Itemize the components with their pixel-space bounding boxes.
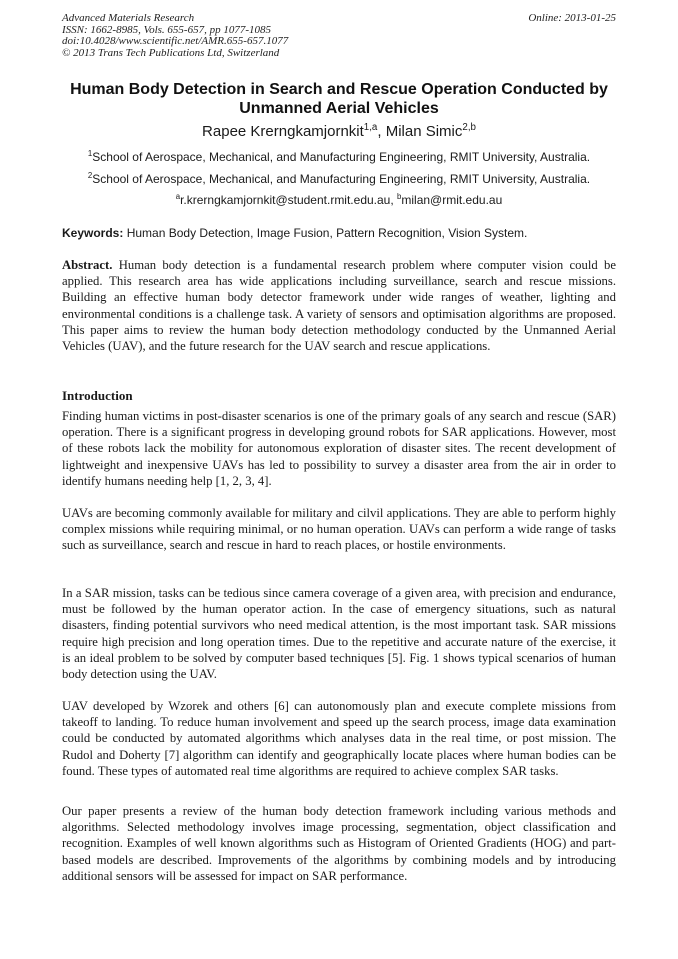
doi-line: doi:10.4028/www.scientific.net/AMR.655-657.1077 <box>62 35 289 47</box>
journal-header <box>62 13 616 59</box>
author-superscript: 1,a <box>363 122 378 133</box>
email-a: r.krerngkamjornkit@student.rmit.edu.au, <box>180 193 398 207</box>
body-paragraph: Our paper presents a review of the human body detection framework including various methods and algorithms. Selected methodology involves image processing, segmentation, object classification and recognition. Examples of well known algorithms such as Histogram of Oriented Gradients (HOG) and part-based models are described. Improvements of the algorithms by combining models and by introducing additional sensors will be assessed for impact on SAR performance. <box>62 804 616 883</box>
author-list <box>62 122 616 141</box>
abstract-text: Human body detection is a fundamental research problem where computer vision could be applied. This research area has wide applications including surveillance, search and rescue missions. Building an effective human body detector framework under wide ranges of weather, lighting and environmental conditions is a challenge task. A variety of sensors and optimisation algorithms are proposed. This paper aims to review the human body detection methodology conducted by the Unmanned Aerial Vehicles (UAV), and the future research for the UAV search and rescue applications. <box>62 258 616 354</box>
author-emails <box>62 193 616 208</box>
body-paragraph: In a SAR mission, tasks can be tedious since camera coverage of a given area, with precision and endurance, must be followed by the human operator action. In the case of emergency situations, such as natural disasters, finding potential survivors who need medical attention, is the most important task. SAR missions require high precision and long operation times. Due to the repetitive and accurate nature of the exercise, it is an ideal problem to be solved by computer based techniques [5]. Fig. 1 shows typical scenarios of human body detection using the UAV. <box>62 586 616 682</box>
body-paragraph: UAVs are becoming commonly available for military and cilvil applications. They are able to perform highly complex missions while requiring minimal, or no human operation. UAVs can perform a wide range of tasks such as surveillance, search and rescue in hard to reach places, or hostile environments. <box>62 506 616 553</box>
affiliation-1 <box>62 150 616 165</box>
author-separator: , <box>377 123 386 140</box>
issn-line: ISSN: 1662-8985, Vols. 655-657, pp 1077-1085 <box>62 23 271 36</box>
abstract <box>62 257 616 354</box>
keywords-label: Keywords: <box>62 226 124 240</box>
affiliation-2 <box>62 172 616 187</box>
body-paragraph: UAV developed by Wzorek and others [6] can autonomously plan and execute complete missions from takeoff to landing. To reduce human involvement and speed up the search process, image data examination could be conducted by automated algorithms which analyses data in the real time, or post mission. The Rudol and Doherty [7] algorithm can identify and geographically locate places where human bodies can be found. These types of automated real time algorithms are required to achieve complex SAR tasks. <box>62 699 616 778</box>
title-line-2: Unmanned Aerial Vehicles <box>239 100 439 117</box>
abstract-label: Abstract. <box>62 258 113 272</box>
affiliation-superscript: 1 <box>87 149 93 158</box>
email-b: milan@rmit.edu.au <box>401 193 503 207</box>
affiliation-superscript: 2 <box>87 171 93 180</box>
online-date: Online: 2013-01-25 <box>528 12 616 24</box>
email-superscript: b <box>397 192 402 201</box>
journal-name: Advanced Materials Research <box>62 12 195 24</box>
author-name: Rapee Krerngkamjornkit <box>202 123 364 140</box>
keywords-text: Human Body Detection, Image Fusion, Pattern Recognition, Vision System. <box>123 226 528 240</box>
body-paragraph: Finding human victims in post-disaster scenarios is one of the primary goals of any search and rescue (SAR) operation. There is a significant progress in developing ground robots for SAR applications. However, most of these robots lack the mobility for autonomous exploration of disaster sites. The recent development of lightweight and inexpensive UAVs has led to possibility to survey a disaster area from the air in order to identify humans needing help [1, 2, 3, 4]. <box>62 409 616 488</box>
paper-title <box>50 80 628 118</box>
affiliation-text: School of Aerospace, Mechanical, and Manufacturing Engineering, RMIT University, Australia. <box>92 172 591 186</box>
author-name: Milan Simic <box>385 123 463 140</box>
section-heading-introduction: Introduction <box>62 388 133 403</box>
keywords <box>62 226 616 241</box>
copyright-line: © 2013 Trans Tech Publications Ltd, Switzerland <box>62 46 280 59</box>
email-superscript: a <box>175 192 181 201</box>
affiliation-text: School of Aerospace, Mechanical, and Manufacturing Engineering, RMIT University, Australia. <box>92 150 591 164</box>
title-line-1: Human Body Detection in Search and Rescue Operation Conducted by <box>70 81 608 98</box>
author-superscript: 2,b <box>462 122 476 133</box>
